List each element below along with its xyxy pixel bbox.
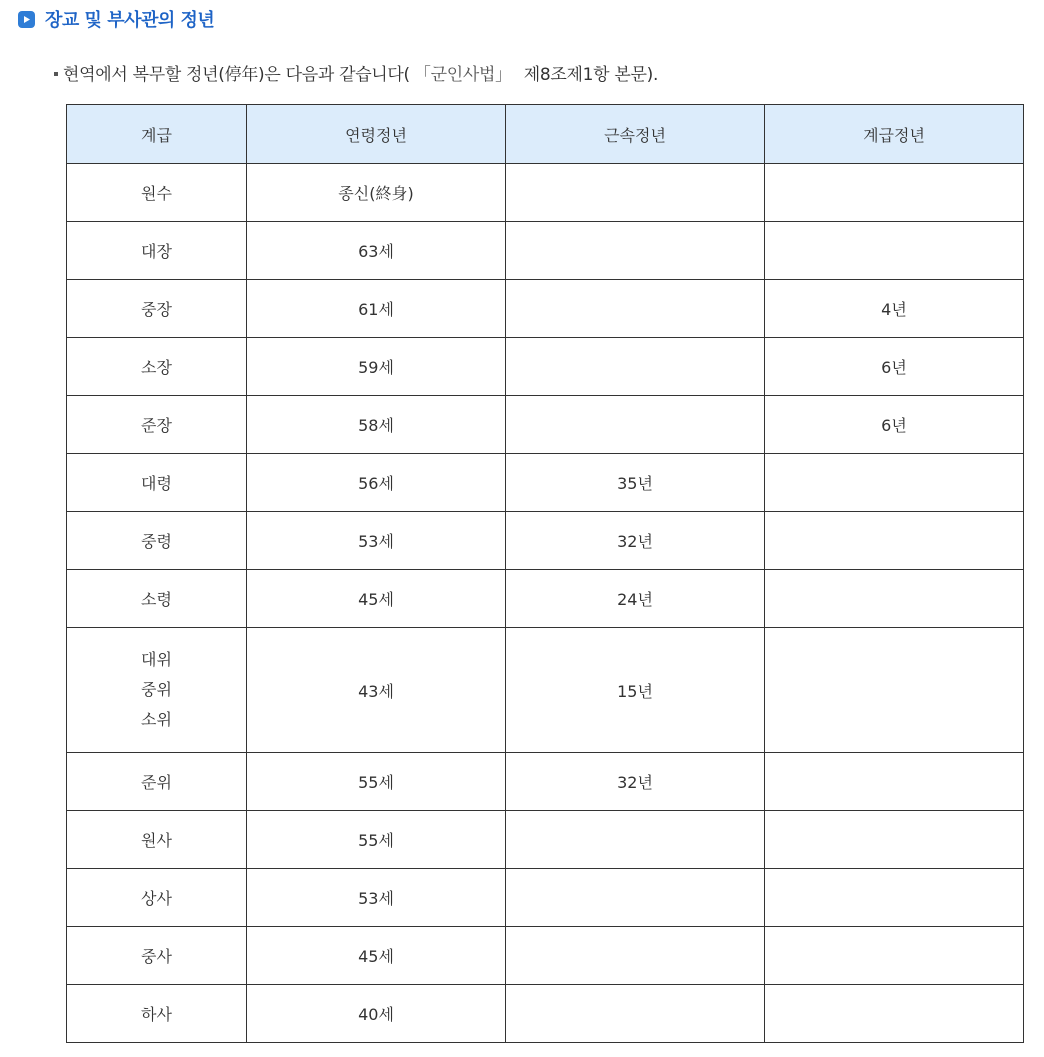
law-name: 「군인사법」 bbox=[413, 65, 512, 85]
rank-cell bbox=[67, 985, 247, 1043]
age-limit-cell: 58세 bbox=[247, 396, 506, 454]
table-row bbox=[67, 164, 1024, 222]
service-limit-cell bbox=[506, 811, 765, 869]
service-limit-cell bbox=[506, 396, 765, 454]
rank-cell bbox=[67, 454, 247, 512]
rank-cell bbox=[67, 628, 247, 753]
section-title: 장교 및 부사관의 정년 bbox=[45, 10, 215, 31]
rank-name: 대위 bbox=[141, 650, 172, 669]
service-limit-cell bbox=[506, 338, 765, 396]
header-age-limit: 연령정년 bbox=[247, 105, 506, 164]
service-limit-cell bbox=[506, 869, 765, 927]
age-limit-cell: 55세 bbox=[247, 811, 506, 869]
description bbox=[54, 60, 658, 85]
header-service-limit: 근속정년 bbox=[506, 105, 765, 164]
age-limit-cell: 61세 bbox=[247, 280, 506, 338]
service-limit-cell: 32년 bbox=[506, 512, 765, 570]
rank-name: 중령 bbox=[141, 532, 172, 551]
bullet-icon bbox=[54, 72, 58, 76]
table-header-row bbox=[67, 105, 1024, 164]
age-limit-cell: 56세 bbox=[247, 454, 506, 512]
section-heading bbox=[18, 6, 214, 32]
grade-limit-cell bbox=[765, 512, 1024, 570]
age-limit-cell: 40세 bbox=[247, 985, 506, 1043]
rank-name: 상사 bbox=[141, 889, 172, 908]
rank-name: 대장 bbox=[141, 242, 172, 261]
grade-limit-cell bbox=[765, 222, 1024, 280]
grade-limit-cell: 4년 bbox=[765, 280, 1024, 338]
table-row bbox=[67, 985, 1024, 1043]
grade-limit-cell bbox=[765, 927, 1024, 985]
age-limit-cell: 55세 bbox=[247, 753, 506, 811]
rank-cell bbox=[67, 396, 247, 454]
grade-limit-cell bbox=[765, 985, 1024, 1043]
service-limit-cell bbox=[506, 927, 765, 985]
table-row bbox=[67, 454, 1024, 512]
grade-limit-cell bbox=[765, 570, 1024, 628]
rank-name: 원수 bbox=[141, 184, 172, 203]
age-limit-cell: 45세 bbox=[247, 927, 506, 985]
age-limit-cell: 63세 bbox=[247, 222, 506, 280]
grade-limit-cell bbox=[765, 869, 1024, 927]
service-limit-cell: 35년 bbox=[506, 454, 765, 512]
table-row bbox=[67, 927, 1024, 985]
service-limit-cell: 24년 bbox=[506, 570, 765, 628]
rank-cell bbox=[67, 811, 247, 869]
rank-name: 중장 bbox=[141, 300, 172, 319]
table-row bbox=[67, 396, 1024, 454]
table-row bbox=[67, 338, 1024, 396]
age-limit-cell: 45세 bbox=[247, 570, 506, 628]
rank-name: 준위 bbox=[141, 773, 172, 792]
rank-cell bbox=[67, 338, 247, 396]
rank-cell bbox=[67, 570, 247, 628]
grade-limit-cell bbox=[765, 628, 1024, 753]
grade-limit-cell bbox=[765, 753, 1024, 811]
service-limit-cell bbox=[506, 222, 765, 280]
age-limit-cell: 53세 bbox=[247, 869, 506, 927]
table-row bbox=[67, 570, 1024, 628]
retirement-table bbox=[66, 104, 1024, 1043]
table-row bbox=[67, 512, 1024, 570]
grade-limit-cell bbox=[765, 164, 1024, 222]
rank-name: 소령 bbox=[141, 590, 172, 609]
service-limit-cell: 32년 bbox=[506, 753, 765, 811]
header-grade-limit: 계급정년 bbox=[765, 105, 1024, 164]
rank-name: 중사 bbox=[141, 947, 172, 966]
table-row bbox=[67, 628, 1024, 753]
age-limit-cell: 종신(終身) bbox=[247, 164, 506, 222]
description-text: 현역에서 복무할 정년(停年)은 다음과 같습니다( bbox=[63, 65, 410, 85]
rank-cell bbox=[67, 512, 247, 570]
table-row bbox=[67, 280, 1024, 338]
rank-name: 소장 bbox=[141, 358, 172, 377]
rank-name: 소위 bbox=[141, 710, 172, 729]
rank-name: 준장 bbox=[141, 416, 172, 435]
rank-name: 중위 bbox=[141, 680, 172, 699]
service-limit-cell bbox=[506, 985, 765, 1043]
grade-limit-cell bbox=[765, 454, 1024, 512]
rank-cell bbox=[67, 222, 247, 280]
rank-cell bbox=[67, 869, 247, 927]
age-limit-cell: 43세 bbox=[247, 628, 506, 753]
rank-name: 원사 bbox=[141, 831, 172, 850]
rank-cell bbox=[67, 753, 247, 811]
table-body bbox=[67, 164, 1024, 1043]
rank-cell bbox=[67, 164, 247, 222]
grade-limit-cell bbox=[765, 811, 1024, 869]
rank-name: 하사 bbox=[141, 1005, 172, 1024]
rank-cell bbox=[67, 927, 247, 985]
play-box-icon bbox=[18, 11, 35, 28]
grade-limit-cell: 6년 bbox=[765, 338, 1024, 396]
rank-cell bbox=[67, 280, 247, 338]
service-limit-cell: 15년 bbox=[506, 628, 765, 753]
rank-name: 대령 bbox=[141, 474, 172, 493]
service-limit-cell bbox=[506, 164, 765, 222]
age-limit-cell: 59세 bbox=[247, 338, 506, 396]
table-row bbox=[67, 811, 1024, 869]
table-row bbox=[67, 753, 1024, 811]
table-row bbox=[67, 869, 1024, 927]
law-article: 제8조제1항 본문). bbox=[523, 65, 659, 85]
service-limit-cell bbox=[506, 280, 765, 338]
table-row bbox=[67, 222, 1024, 280]
header-rank: 계급 bbox=[67, 105, 247, 164]
grade-limit-cell: 6년 bbox=[765, 396, 1024, 454]
age-limit-cell: 53세 bbox=[247, 512, 506, 570]
